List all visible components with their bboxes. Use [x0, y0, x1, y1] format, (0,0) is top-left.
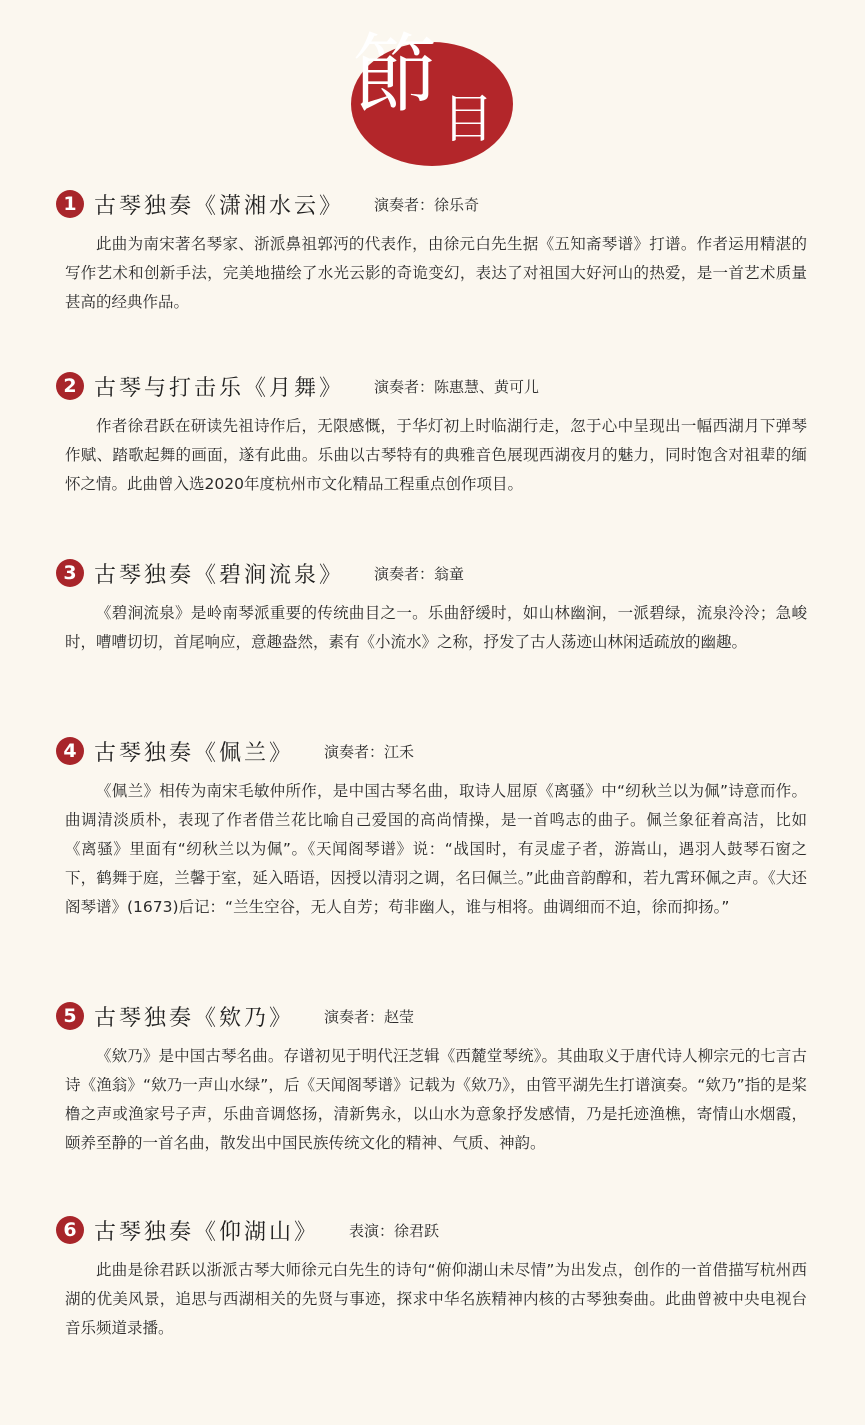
item-title: 古琴独奏《仰湖山》 — [94, 1219, 320, 1245]
item-performer: 演奏者：赵莹 — [324, 1007, 415, 1026]
item-title-row — [56, 368, 539, 404]
item-description: 此曲为南宋著名琴家、浙派鼻祖郭沔的代表作，由徐元白先生据《五知斋琴谱》打谱。作者运用精湛的写作艺术和创新手法，完美地描绘了水光云影的奇诡变幻，表达了对祖国大好河山的热爱，是一首艺术质量甚高的经典作品。 — [65, 235, 807, 311]
item-performer: 演奏者：江禾 — [324, 742, 415, 761]
item-description: 作者徐君跃在研读先祖诗作后，无限感慨，于华灯初上时临湖行走，忽于心中呈现出一幅西湖月下弹琴作赋、踏歌起舞的画面，遂有此曲。乐曲以古琴特有的典雅音色展现西湖夜月的魅力，同时饱含对祖辈的缅怀之情。此曲曾入选2020年度杭州市文化精品工程重点创作项目。 — [65, 417, 807, 493]
item-number-badge: 2 — [56, 372, 84, 400]
item-number-badge: 6 — [56, 1216, 84, 1244]
item-performer: 表演：徐君跃 — [349, 1221, 440, 1240]
seal-character-mu: 目 — [442, 90, 495, 150]
item-performer: 演奏者：徐乐奇 — [374, 195, 480, 214]
item-description: 此曲是徐君跃以浙派古琴大师徐元白先生的诗句“俯仰湖山未尽情”为出发点，创作的一首借描写杭州西湖的优美风景，追思与西湖相关的先贤与事迹，探求中华名族精神内核的古琴独奏曲。此曲曾被中央电视台音乐频道录播。 — [65, 1261, 807, 1337]
item-title: 古琴独奏《碧涧流泉》 — [94, 562, 345, 588]
item-title-row — [56, 1212, 439, 1248]
item-title-row — [56, 555, 464, 591]
item-performer: 演奏者：翁童 — [374, 564, 465, 583]
item-title-row — [56, 998, 414, 1034]
item-title: 古琴独奏《佩兰》 — [94, 740, 295, 766]
item-title: 古琴独奏《潇湘水云》 — [94, 193, 345, 219]
program-header — [0, 0, 865, 180]
item-description: 《碧涧流泉》是岭南琴派重要的传统曲目之一。乐曲舒缓时，如山林幽涧，一派碧绿，流泉泠泠；急峻时，嘈嘈切切，首尾响应，意趣盎然，素有《小流水》之称，抒发了古人荡迹山林闲适疏放的幽趣。 — [65, 604, 807, 651]
item-title: 古琴独奏《欸乃》 — [94, 1005, 295, 1031]
item-number-badge: 5 — [56, 1002, 84, 1030]
item-description: 《欸乃》是中国古琴名曲。存谱初见于明代汪芝辑《西麓堂琴统》。其曲取义于唐代诗人柳宗元的七言古诗《渔翁》“欸乃一声山水绿”，后《天闻阁琴谱》记载为《欸乃》，由管平湖先生打谱演奏。“欸乃”指的是桨橹之声或渔家号子声，乐曲音调悠扬，清新隽永，以山水为意象抒发感情，乃是托迹渔樵，寄情山水烟霞，颐养至静的一首名曲，散发出中国民族传统文化的精神、气质、神韵。 — [65, 1047, 807, 1152]
item-number-badge: 3 — [56, 559, 84, 587]
item-title-row — [56, 733, 414, 769]
item-number-badge: 4 — [56, 737, 84, 765]
item-title: 古琴与打击乐《月舞》 — [94, 375, 345, 401]
item-performer: 演奏者：陈惠慧、黄可儿 — [374, 377, 540, 396]
item-number-badge: 1 — [56, 190, 84, 218]
seal-character-jie: 節 — [352, 25, 438, 125]
item-description: 《佩兰》相传为南宋毛敏仲所作，是中国古琴名曲，取诗人屈原《离骚》中“纫秋兰以为佩”诗意而作。曲调清淡质朴，表现了作者借兰花比喻自己爱国的高尚情操，是一首鸣志的曲子。佩兰象征着高洁，比如《离骚》里面有“纫秋兰以为佩”。《天闻阁琴谱》说：“战国时，有灵虚子者，游嵩山，遇羽人鼓琴石窗之下，鹤舞于庭，兰馨于室，延入晤语，因授以清羽之调，名曰佩兰。”此曲音韵醇和，若九霄环佩之声。《大还阁琴谱》(1673)后记：“兰生空谷，无人自芳；苟非幽人，谁与相将。曲调细而不迫，徐而抑扬。” — [65, 782, 807, 916]
item-title-row — [56, 186, 479, 222]
